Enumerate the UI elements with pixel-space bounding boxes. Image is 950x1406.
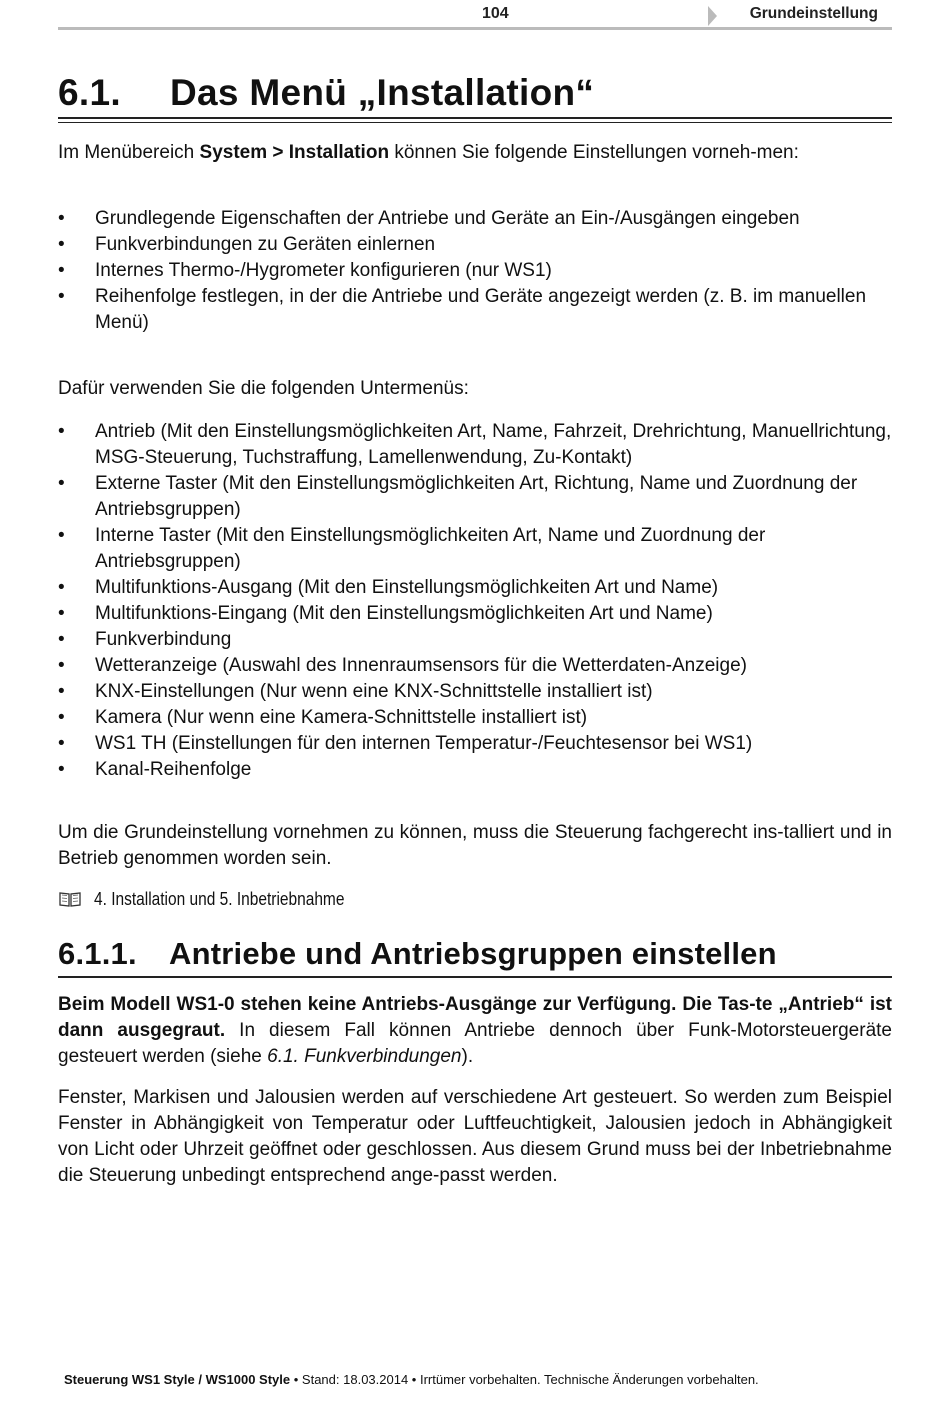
menu-path: System > Installation <box>199 142 390 163</box>
submenu-intro: Dafür verwenden Sie die folgenden Untermenüs: <box>58 378 469 399</box>
footer-disclaimer: Irrtümer vorbehalten. Technische Änderungen vorbehalten. <box>419 1372 759 1387</box>
list-item: • Kanal-Reihenfolge <box>58 757 892 783</box>
section-heading <box>58 72 594 114</box>
heading-divider-thin <box>58 122 892 123</box>
list-item: • Multifunktions-Ausgang (Mit den Einstellungsmöglichkeiten Art und Name) <box>58 575 892 601</box>
feature-list <box>58 206 892 336</box>
list-item: • Funkverbindung <box>58 627 892 653</box>
list-item: • Antrieb (Mit den Einstellungsmöglichkeiten Art, Name, Fahrzeit, Drehrichtung, Manuellrichtung, MSG-Steuerung, Tuchstraffung, Lamellenwendung, Zu-Kontakt) <box>58 419 892 471</box>
list-item: • Reihenfolge festlegen, in der die Antriebe und Geräte angezeigt werden (z. B. im manuellen Menü) <box>58 284 892 336</box>
subsection-divider <box>58 976 892 978</box>
model-note <box>58 992 892 1070</box>
list-item: • Internes Thermo-/Hygrometer konfigurieren (nur WS1) <box>58 258 892 284</box>
footer-date: Stand: 18.03.2014 <box>301 1372 409 1387</box>
subsection-heading <box>58 936 777 972</box>
list-item: • KNX-Einstellungen (Nur wenn eine KNX-Schnittstelle installiert ist) <box>58 679 892 705</box>
intro-paragraph <box>58 140 892 166</box>
reference-text: 4. Installation und 5. Inbetriebnahme <box>94 889 345 909</box>
footer-product: Steuerung WS1 Style / WS1000 Style <box>64 1372 291 1387</box>
section-title: Das Menü „Installation“ <box>170 72 595 113</box>
note-bold: Beim Modell WS1-0 stehen keine Antriebs-Ausgänge zur Verfügung. Die Tas-te „Antrieb“ ist dann ausgegraut. <box>58 994 892 1041</box>
body-paragraph: Fenster, Markisen und Jalousien werden auf verschiedene Art gesteuert. So werden zum Beispiel Fenster in Abhängigkeit von Temperatur oder Luftfeuchtigkeit, Jalousien jedoch in Abhängigkeit von Licht oder Uhrzeit geöffnet oder geschlossen. Aus diesem Grund muss bei der Inbetriebnahme die Steuerung unbedingt entsprechend ange-passt werden. <box>58 1087 892 1186</box>
prerequisite-paragraph: Um die Grundeinstellung vornehmen zu können, muss die Steuerung fachgerecht ins-talliert und in Betrieb genommen worden sein. <box>58 822 892 869</box>
list-item: • Externe Taster (Mit den Einstellungsmöglichkeiten Art, Richtung, Name und Zuordnung der Antriebsgruppen) <box>58 471 892 523</box>
list-item: • WS1 TH (Einstellungen für den internen Temperatur-/Feuchtesensor bei WS1) <box>58 731 892 757</box>
page-footer <box>64 1372 759 1387</box>
chapter-arrow-icon <box>708 6 717 26</box>
list-item: • Interne Taster (Mit den Einstellungsmöglichkeiten Art, Name und Zuordnung der Antriebsgruppen) <box>58 523 892 575</box>
list-item: • Kamera (Nur wenn eine Kamera-Schnittstelle installiert ist) <box>58 705 892 731</box>
header-divider <box>58 27 892 30</box>
list-item: • Funkverbindungen zu Geräten einlernen <box>58 232 892 258</box>
subsection-title: Antriebe und Antriebsgruppen einstellen <box>169 936 777 971</box>
subsection-number: 6.1.1. <box>58 936 137 971</box>
chapter-name: Grundeinstellung <box>749 5 878 22</box>
funk-link[interactable]: 6.1. Funkverbindungen <box>267 1046 462 1067</box>
heading-divider <box>58 117 892 119</box>
intro-pre: Im Menübereich <box>58 142 200 163</box>
book-icon <box>58 890 82 908</box>
footer-separator: • <box>290 1372 302 1387</box>
list-item: • Multifunktions-Eingang (Mit den Einstellungsmöglichkeiten Art und Name) <box>58 601 892 627</box>
section-number: 6.1. <box>58 72 121 113</box>
footer-separator: • <box>408 1372 420 1387</box>
list-item: • Grundlegende Eigenschaften der Antriebe und Geräte an Ein-/Ausgängen eingeben <box>58 206 892 232</box>
note-text: In diesem Fall können Antriebe dennoch über Funk-Motorsteuergeräte gesteuert werden (siehe <box>58 1020 892 1067</box>
cross-reference[interactable] <box>58 886 385 912</box>
note-end: ). <box>461 1046 474 1067</box>
page-number: 104 <box>482 5 509 22</box>
submenu-list <box>58 419 892 783</box>
intro-post: können Sie folgende Einstellungen vorneh-men: <box>389 142 799 163</box>
list-item: • Wetteranzeige (Auswahl des Innenraumsensors für die Wetterdaten-Anzeige) <box>58 653 892 679</box>
